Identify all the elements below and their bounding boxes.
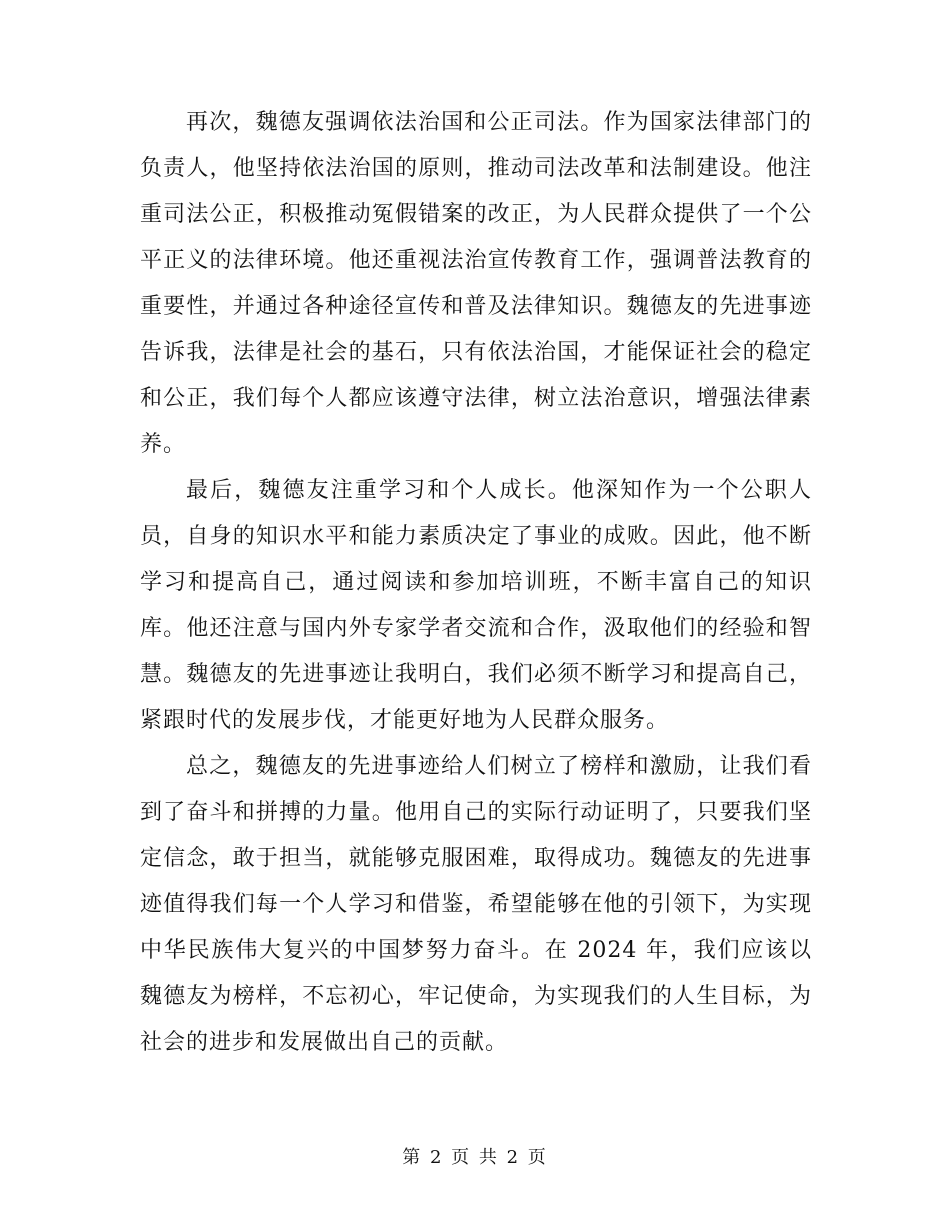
paragraph-rule-of-law: 再次，魏德友强调依法治国和公正司法。作为国家法律部门的负责人，他坚持依法治国的原则，推动司法改革和法制建设。他注重司法公正，积极推动冤假错案的改正，为人民群众提供了一个公平正义的法律环境。他还重视法治宣传教育工作，强调普法教育的重要性，并通过各种途径宣传和普及法律知识。魏德友的先进事迹告诉我，法律是社会的基石，只有依法治国，才能保证社会的稳定和公正，我们每个人都应该遵守法律，树立法治意识，增强法律素养。 <box>140 110 812 457</box>
paragraph-learning-growth: 最后，魏德友注重学习和个人成长。他深知作为一个公职人员，自身的知识水平和能力素质决定了事业的成败。因此，他不断学习和提高自己，通过阅读和参加培训班，不断丰富自己的知识库。他还注意与国内外专家学者交流和合作，汲取他们的经验和智慧。魏德友的先进事迹让我明白，我们必须不断学习和提高自己，紧跟时代的发展步伐，才能更好地为人民群众服务。 <box>140 478 812 733</box>
page-number-footer: 第 2 页 共 2 页 <box>402 1147 548 1168</box>
document-body <box>140 100 812 1066</box>
paragraph-conclusion: 总之，魏德友的先进事迹给人们树立了榜样和激励，让我们看到了奋斗和拼搏的力量。他用自己的实际行动证明了，只要我们坚定信念，敢于担当，就能够克服困难，取得成功。魏德友的先进事迹值得我们每一个人学习和借鉴，希望能够在他的引领下，为实现中华民族伟大复兴的中国梦努力奋斗。在 2024 年，我们应该以魏德友为榜样，不忘初心，牢记使命，为实现我们的人生目标，为社会的进步和发展做出自己的贡献。 <box>140 754 812 1055</box>
